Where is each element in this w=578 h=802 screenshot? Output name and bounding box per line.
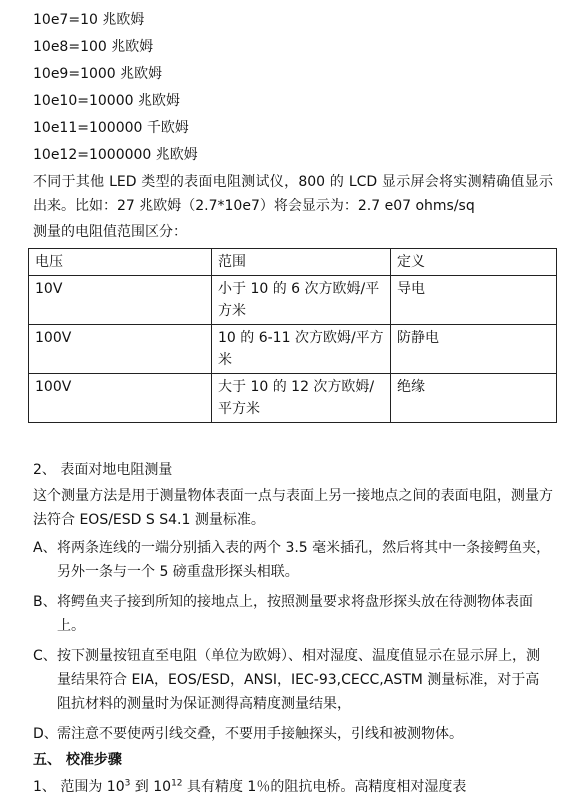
list-item: [33, 590, 553, 638]
table-cell: 绝缘: [391, 374, 557, 423]
superscript: 3: [124, 778, 131, 789]
calibration-text: 具有精度 1％的阻抗电桥。高精度相对湿度表: [182, 779, 467, 795]
resistance-range-table: [28, 248, 557, 423]
table-row: [29, 325, 557, 374]
conversion-line: 10e12=1000000 兆欧姆: [33, 147, 198, 163]
table-header-cell: 定义: [391, 249, 557, 276]
table-cell: 大于 10 的 12 次方欧姆/平方米: [212, 374, 391, 423]
list-item: [33, 536, 553, 584]
list-item-text: 需注意不要使两引线交叠，不要用手接触探头，引线和被测物体。: [57, 726, 463, 742]
table-header-cell: 电压: [29, 249, 212, 276]
table-cell: 防静电: [391, 325, 557, 374]
table-row: [29, 276, 557, 325]
list-marker: D、: [33, 726, 58, 742]
table-caption: 测量的电阻值范围区分：: [33, 224, 187, 240]
section-description: 这个测量方法是用于测量物体表面一点与表面上另一接地点之间的表面电阻，测量方法符合 EOS/ESD S S4.1 测量标准。: [33, 488, 553, 528]
calibration-item: [33, 776, 466, 798]
conversion-line: 10e9=1000 兆欧姆: [33, 66, 163, 82]
section-title: 2、 表面对地电阻测量: [33, 462, 173, 478]
list-item: [33, 644, 553, 716]
table-header-row: [29, 249, 557, 276]
table-cell: 100V: [29, 325, 212, 374]
conversion-line: 10e11=100000 千欧姆: [33, 120, 189, 136]
calibration-text: 1、 范围为 10: [33, 779, 125, 795]
table-cell: 100V: [29, 374, 212, 423]
list-marker: A、: [33, 540, 57, 556]
calibration-text: 到 10: [130, 779, 172, 795]
list-item-text: 将两条连线的一端分别插入表的两个 3.5 毫米插孔，然后将其中一条接鳄鱼夹，另外一条与一个 5 磅重盘形探头相联。: [57, 540, 551, 580]
table-header-cell: 范围: [212, 249, 391, 276]
conversion-line: 10e8=100 兆欧姆: [33, 39, 154, 55]
conversion-line: 10e7=10 兆欧姆: [33, 12, 145, 28]
superscript: 12: [171, 778, 183, 789]
table-cell: 10 的 6-11 次方欧姆/平方米: [212, 325, 391, 374]
intro-paragraph: 不同于其他 LED 类型的表面电阻测试仪，800 的 LCD 显示屏会将实测精确值显示出来。比如：27 兆欧姆（2.7*10e7）将会显示为：2.7 e07 ohms/sq: [33, 174, 553, 214]
list-item-text: 按下测量按钮直至电阻（单位为欧姆）、相对湿度、温度值显示在显示屏上，测量结果符合 EIA，EOS/ESD，ANSI，IEC-93,CECC,ASTM 测量标准，对于高阻抗材料的测量时为保证测得高精度测量结果，: [57, 648, 540, 712]
table-cell: 10V: [29, 276, 212, 325]
table-cell: 小于 10 的 6 次方欧姆/平方米: [212, 276, 391, 325]
section-heading: 五、 校准步骤: [33, 752, 122, 768]
list-item: [33, 722, 553, 746]
table-row: [29, 374, 557, 423]
list-marker: B、: [33, 594, 57, 610]
table-cell: 导电: [391, 276, 557, 325]
conversion-line: 10e10=10000 兆欧姆: [33, 93, 180, 109]
list-marker: C、: [33, 648, 57, 664]
list-item-text: 将鳄鱼夹子接到所知的接地点上，按照测量要求将盘形探头放在待测物体表面上。: [57, 594, 533, 634]
